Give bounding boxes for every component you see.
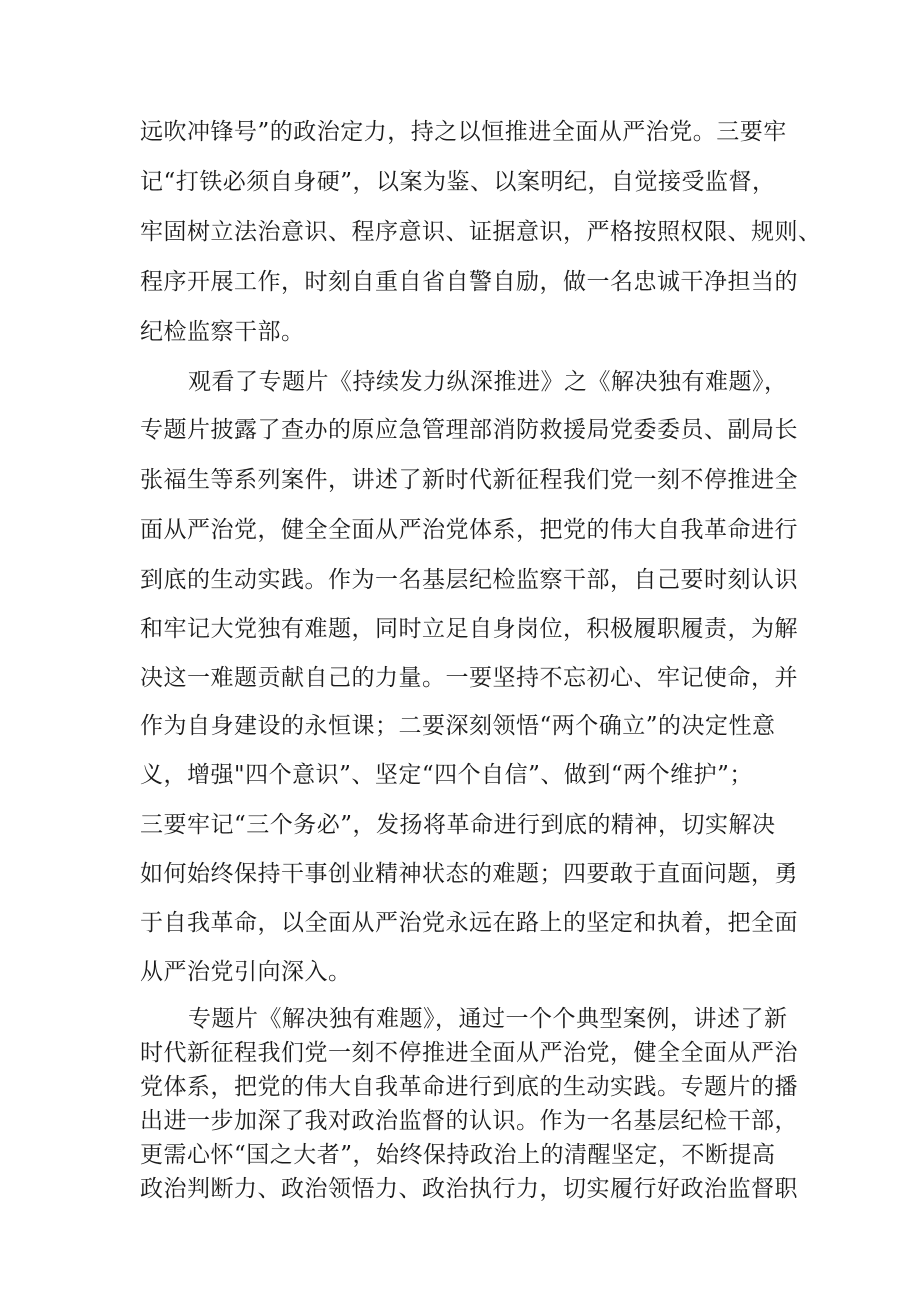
text-line: 张福生等系列案件，讲述了新时代新征程我们党一刻不停推进全	[140, 467, 798, 493]
text-line: 观看了专题片《持续发力纵深推进》之《解决独有难题》，	[188, 369, 788, 395]
text-line: 和牢记大党独有难题，同时立足自身岗位，积极履职履责，为解	[140, 616, 798, 642]
text-line: 从严治党引向深入。	[140, 959, 352, 985]
text-line: 于自我革命，以全面从严治党永远在路上的坚定和执着，把全面	[140, 910, 798, 936]
text-line: 时代新征程我们党一刻不停推进全面从严治党，健全全面从严治	[140, 1040, 798, 1066]
text-line: 出进一步加深了我对政治监督的认识。作为一名基层纪检干部，	[140, 1108, 798, 1134]
text-line: 作为自身建设的永恒课；二要深刻领悟“两个确立”的决定性意	[140, 713, 776, 739]
text-line: 记“打铁必须自身硬”，以案为鉴、以案明纪，自觉接受监督，	[140, 169, 776, 195]
text-line: 远吹冲锋号”的政治定力，持之以恒推进全面从严治党。三要牢	[140, 119, 787, 145]
text-line: 更需心怀“国之大者”，始终保持政治上的清醒坚定，不断提高	[140, 1142, 776, 1168]
text-line: 牢固树立法治意识、程序意识、证据意识，严格按照权限、规则、	[140, 219, 822, 245]
text-line: 义，增强"四个意识”、坚定“四个自信”、做到“两个维护”；	[140, 762, 753, 788]
text-line: 党体系，把党的伟大自我革命进行到底的生动实践。专题片的播	[140, 1074, 798, 1100]
text-line: 三要牢记“三个务必”，发扬将革命进行到底的精神，切实解决	[140, 812, 776, 838]
text-line: 决这一难题贡献自己的力量。一要坚持不忘初心、牢记使命，并	[140, 665, 798, 691]
text-line: 专题片披露了查办的原应急管理部消防救援局党委委员、副局长	[140, 417, 798, 443]
text-line: 纪检监察干部。	[140, 319, 305, 345]
text-line: 专题片《解决独有难题》，通过一个个典型案例，讲述了新	[188, 1006, 788, 1032]
text-line: 如何始终保持干事创业精神状态的难题；四要敢于直面问题，勇	[140, 861, 798, 887]
text-line: 面从严治党，健全全面从严治党体系，把党的伟大自我革命进行	[140, 517, 798, 543]
text-line: 政治判断力、政治领悟力、政治执行力，切实履行好政治监督职	[140, 1176, 798, 1202]
text-line: 程序开展工作，时刻自重自省自警自励，做一名忠诚干净担当的	[140, 269, 798, 295]
text-line: 到底的生动实践。作为一名基层纪检监察干部，自己要时刻认识	[140, 567, 798, 593]
